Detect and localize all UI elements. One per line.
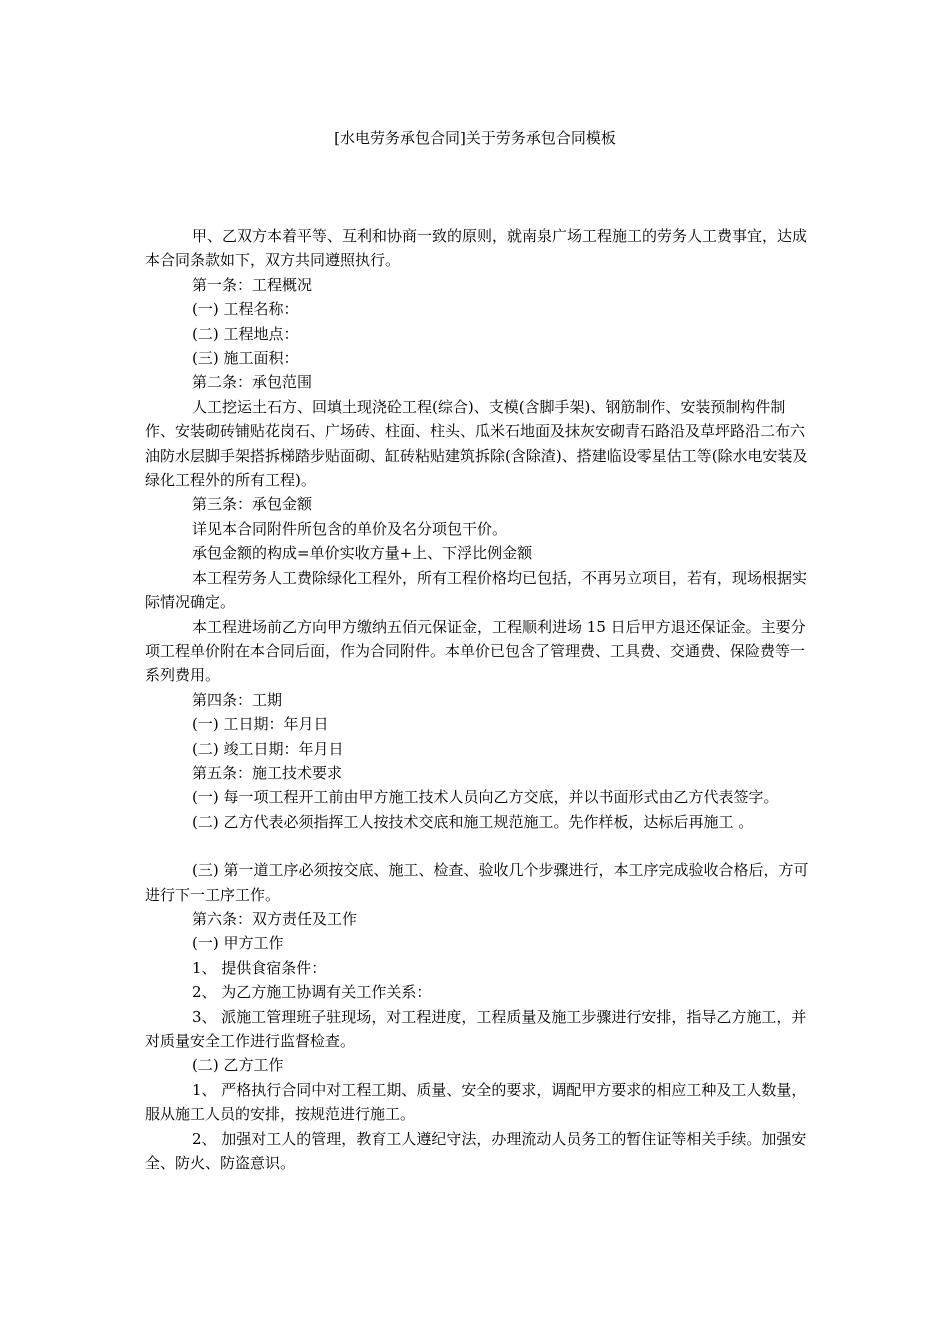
paragraph: (一) 甲方工作 [192,934,284,953]
paragraph: (三) 施工面积： [192,349,299,368]
paragraph: 详见本合同附件所包含的单价及名分项包干价。 [192,519,508,538]
paragraph: (一) 每一项工程开工前由甲方施工技术人员向乙方交底，并以书面形式由乙方代表签字。 [192,788,779,807]
list-item: 1、 严格执行合同中对工程工期、质量、安全的要求，调配甲方要求的相应工种及工人数量，服从施工人员的安排，按规范进行施工。 [145,1080,807,1124]
paragraph: (二) 乙方代表必须指挥工人按技术交底和施工规范施工。先作样板，达标后再施工 。 [192,812,754,831]
paragraph: (三) 第一道工序必须按交底、施工、检查、验收几个步骤进行，本工序完成验收合格后，方可进行下一工序工作。 [145,861,809,904]
section-heading: 第五条：施工技术要求 [192,763,343,782]
document-body [145,224,815,1175]
section-heading: 第三条：承包金额 [192,495,313,514]
paragraph: 人工挖运土石方、回填土现浇砼工程(综合)、支模(含脚手架)、钢筋制作、安装预制构件制作、安装砌砖铺贴花岗石、广场砖、柱面、柱头、瓜米石地面及抹灰安砌青石路沿及草坪路沿二布六油防水层脚手架搭拆梯踏步贴面砌、缸砖粘贴建筑拆除(含除渣)、搭建临设零星估工等(除水电安装及绿化工程外的所有工程)。 [145,397,808,490]
list-item: 2、 加强对工人的管理，教育工人遵纪守法，办理流动人员务工的暂住证等相关手续。加强安全、防火、防盗意识。 [145,1129,807,1173]
paragraph: (二) 工程地点： [192,324,299,343]
paragraph: (一) 工日期：年月日 [192,715,329,734]
paragraph: (一) 工程名称： [192,300,299,319]
list-item: 1、 提供食宿条件： [192,958,327,977]
section-heading: 第一条：工程概况 [192,275,313,294]
paragraph: (二) 乙方工作 [192,1056,284,1075]
paragraph: 承包金额的构成=单价实收方量+上、下浮比例金额 [192,544,533,563]
paragraph: 甲、乙双方本着平等、互利和协商一致的原则，就南泉广场工程施工的劳务人工费事宜，达成本合同条款如下，双方共同遵照执行。 [145,227,808,270]
section-heading: 第四条：工期 [192,690,283,709]
section-heading: 第六条：双方责任及工作 [192,909,358,928]
list-item: 3、 派施工管理班子驻现场，对工程进度，工程质量及施工步骤进行安排，指导乙方施工，并对质量安全工作进行监督检查。 [145,1007,807,1050]
paragraph: 本工程劳务人工费除绿化工程外，所有工程价格均已包括，不再另立项目，若有，现场根据实际情况确定。 [145,568,808,612]
section-heading: 第二条：承包范围 [192,373,313,392]
document-title: [水电劳务承包合同]关于劳务承包合同模板 [334,129,616,147]
paragraph: 本工程进场前乙方向甲方缴纳五佰元保证金，工程顺利进场 15 日后甲方退还保证金。主要分项工程单价附在本合同后面，作为合同附件。本单价已包含了管理费、工具费、交通费、保险费等一系列费用。 [145,617,806,685]
paragraph: (二) 竣工日期：年月日 [192,739,344,758]
blank-line [145,834,815,858]
list-item: 2、 为乙方施工协调有关工作关系： [192,983,432,1002]
